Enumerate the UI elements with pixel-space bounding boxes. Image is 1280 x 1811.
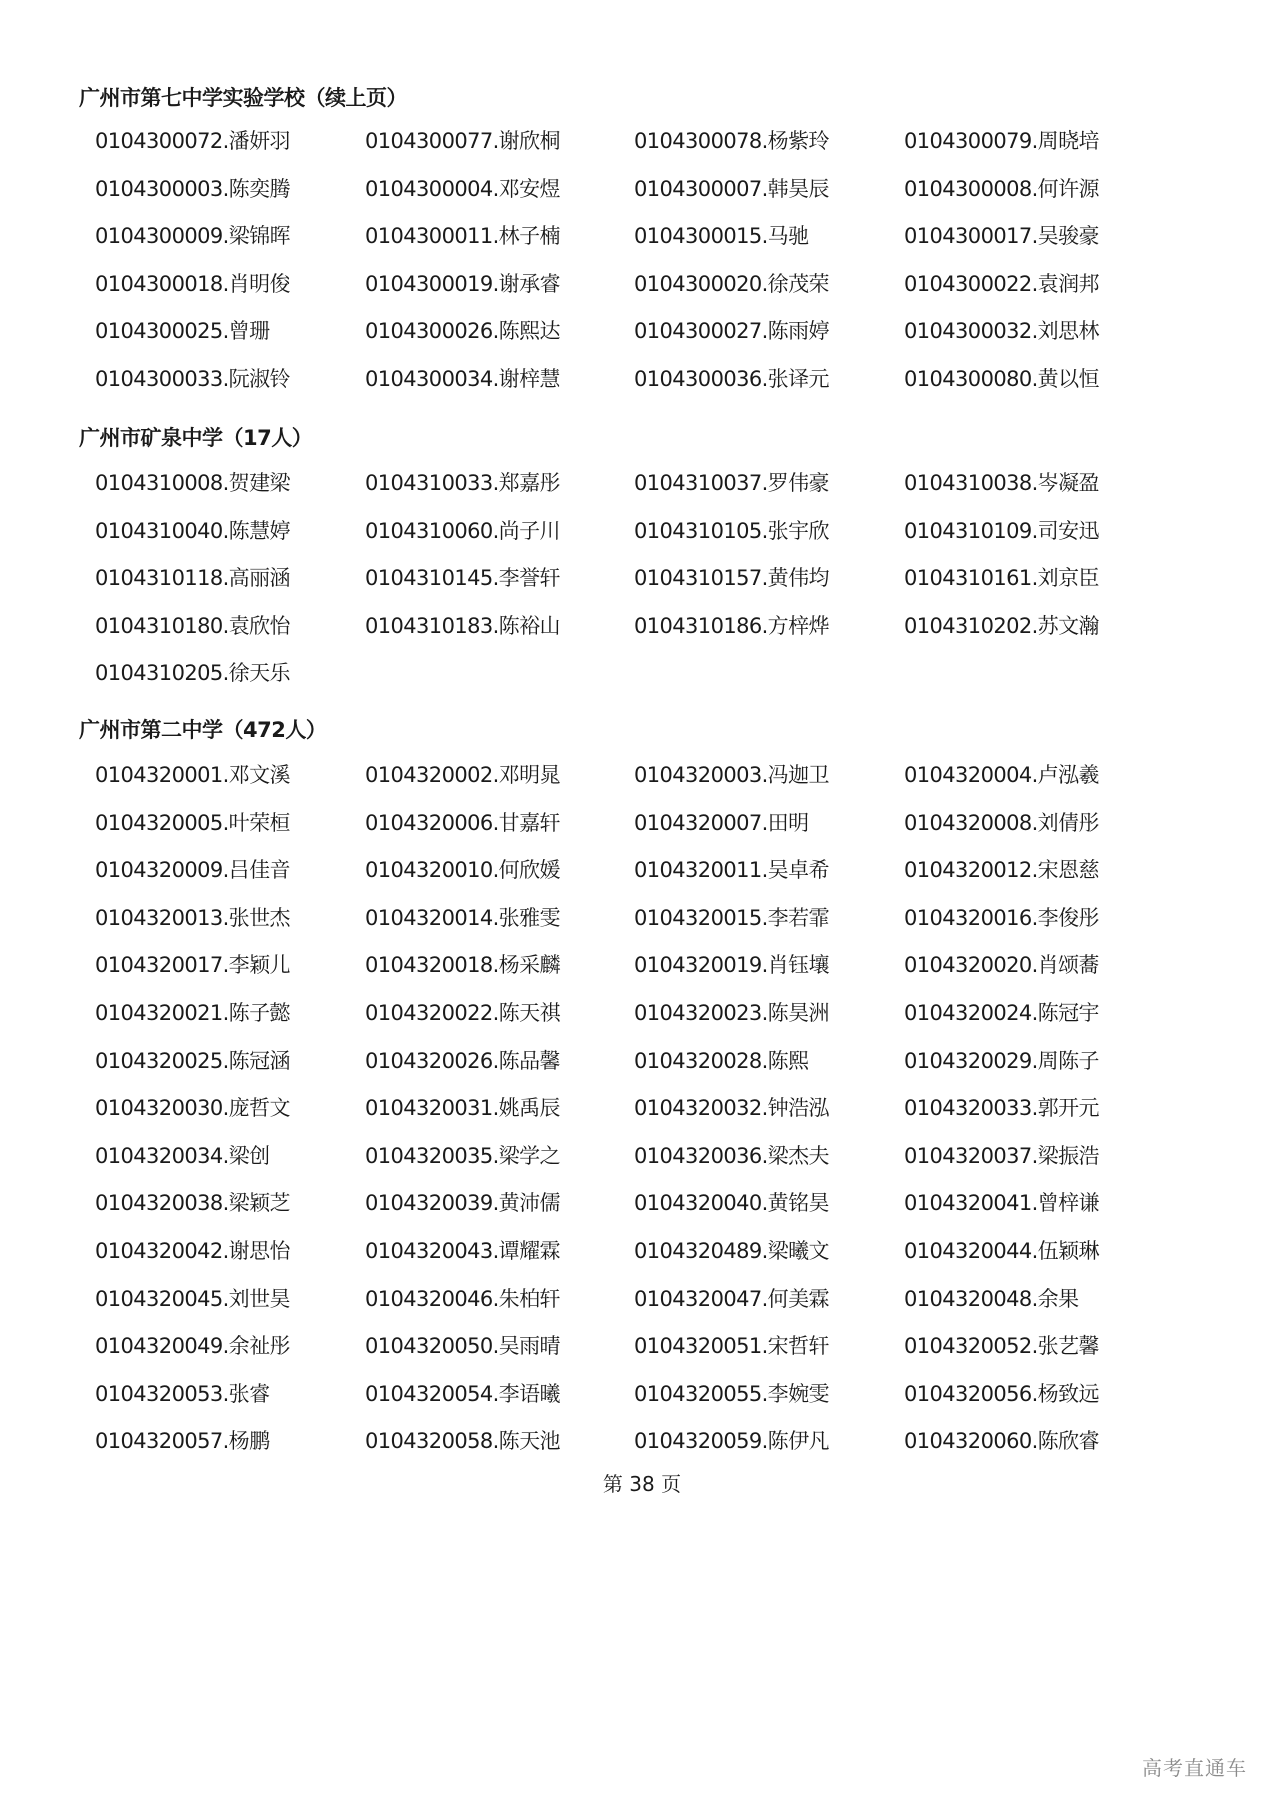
- list-item: 0104320044.伍颖琳: [904, 1239, 1099, 1263]
- list-item: 0104300017.吴骏豪: [904, 224, 1099, 249]
- list-item: 0104320036.梁杰夫: [634, 1143, 829, 1168]
- list-item: 0104310161.刘京臣: [904, 566, 1099, 591]
- list-item: 0104320014.张雅雯: [365, 905, 560, 930]
- list-item: 0104300011.林子楠: [365, 224, 560, 249]
- list-item: 0104320043.谭耀霖: [365, 1239, 560, 1263]
- list-item: 0104310060.尚子川: [365, 518, 560, 543]
- list-item: 0104320004.卢泓羲: [904, 763, 1099, 787]
- list-item: 0104300078.杨紫玲: [634, 129, 829, 153]
- list-item: 0104320007.田明: [634, 810, 809, 835]
- list-item: 0104300026.陈熙达: [365, 319, 560, 344]
- list-item: 0104320019.肖钰壤: [634, 953, 829, 978]
- list-item: 0104320026.陈品馨: [365, 1048, 560, 1073]
- list-item: 0104320035.梁学之: [365, 1143, 560, 1168]
- list-item: 0104300077.谢欣桐: [365, 129, 560, 153]
- list-item: 0104320046.朱柏轩: [365, 1286, 560, 1311]
- list-item: 0104320022.陈天祺: [365, 1001, 560, 1025]
- list-item: 0104310109.司安迅: [904, 518, 1099, 543]
- list-item: 0104320009.吕佳音: [95, 858, 290, 883]
- list-item: 0104320489.梁曦文: [634, 1239, 829, 1263]
- list-item: 0104320056.杨致远: [904, 1381, 1099, 1406]
- list-item: 0104320001.邓文溪: [95, 763, 290, 787]
- list-item: 0104310183.陈裕山: [365, 613, 560, 638]
- list-item: 0104300004.邓安煜: [365, 176, 560, 201]
- list-item: 0104300003.陈奕腾: [95, 176, 290, 201]
- list-item: 0104310157.黄伟均: [634, 566, 829, 591]
- list-item: 0104320002.邓明晁: [365, 763, 560, 787]
- list-item: 0104300072.潘妍羽: [95, 129, 290, 153]
- list-item: 0104300015.马驰: [634, 224, 809, 249]
- list-item: 0104300036.张译元: [634, 367, 829, 391]
- list-item: 0104320018.杨采麟: [365, 953, 560, 978]
- list-item: 0104320055.李婉雯: [634, 1381, 829, 1406]
- list-item: 0104320017.李颖儿: [95, 953, 290, 978]
- list-item: 0104310202.苏文瀚: [904, 613, 1099, 638]
- list-item: 0104310145.李誉轩: [365, 566, 560, 591]
- list-item: 0104310040.陈慧婷: [95, 518, 290, 543]
- list-item: 0104320008.刘倩彤: [904, 810, 1099, 835]
- list-item: 0104320047.何美霖: [634, 1286, 829, 1311]
- list-item: 0104320030.庞哲文: [95, 1096, 290, 1121]
- list-item: 0104320054.李语曦: [365, 1381, 560, 1406]
- list-item: 0104320020.肖颂蕎: [904, 953, 1099, 978]
- list-item: 0104320048.余果: [904, 1286, 1079, 1311]
- list-item: 0104320053.张睿: [95, 1381, 270, 1406]
- list-item: 0104320015.李若霏: [634, 905, 829, 930]
- list-item: 0104320003.冯迦卫: [634, 763, 829, 787]
- list-item: 0104300025.曾珊: [95, 319, 270, 344]
- list-item: 0104310105.张宇欣: [634, 518, 829, 543]
- list-item: 0104300022.袁润邦: [904, 271, 1099, 296]
- list-item: 0104310118.高丽涵: [95, 566, 290, 591]
- list-item: 0104310038.岑凝盈: [904, 471, 1099, 495]
- list-item: 0104320032.钟浩泓: [634, 1096, 829, 1121]
- section-heading: 广州市矿泉中学（17人）: [79, 426, 313, 450]
- list-item: 0104320042.谢思怡: [95, 1239, 290, 1263]
- list-item: 0104320038.梁颖芝: [95, 1191, 290, 1216]
- list-item: 0104300079.周晓培: [904, 129, 1099, 153]
- list-item: 0104320037.梁振浩: [904, 1143, 1099, 1168]
- list-item: 0104320060.陈欣睿: [904, 1429, 1099, 1454]
- list-item: 0104320050.吴雨晴: [365, 1334, 560, 1359]
- list-item: 0104310037.罗伟豪: [634, 471, 829, 495]
- list-item: 0104320025.陈冠涵: [95, 1048, 290, 1073]
- list-item: 0104310186.方梓烨: [634, 613, 829, 638]
- section-heading: 广州市第七中学实验学校（续上页）: [79, 86, 407, 110]
- list-item: 0104320021.陈子懿: [95, 1001, 290, 1025]
- list-item: 0104320016.李俊彤: [904, 905, 1099, 930]
- list-item: 0104320013.张世杰: [95, 905, 290, 930]
- list-item: 0104300018.肖明俊: [95, 271, 290, 296]
- list-item: 0104310033.郑嘉彤: [365, 471, 560, 495]
- list-item: 0104300032.刘思林: [904, 319, 1099, 344]
- list-item: 0104320005.叶荣桓: [95, 810, 290, 835]
- list-item: 0104320051.宋哲轩: [634, 1334, 829, 1359]
- list-item: 0104320041.曾梓谦: [904, 1191, 1099, 1216]
- list-item: 0104320028.陈熙: [634, 1048, 809, 1073]
- page-number: 第 38 页: [602, 1472, 682, 1496]
- list-item: 0104300007.韩昊辰: [634, 176, 829, 201]
- list-item: 0104300034.谢梓慧: [365, 367, 560, 391]
- list-item: 0104320033.郭开元: [904, 1096, 1099, 1121]
- list-item: 0104320058.陈天池: [365, 1429, 560, 1454]
- list-item: 0104320039.黄沛儒: [365, 1191, 560, 1216]
- list-item: 0104320010.何欣媛: [365, 858, 560, 883]
- list-item: 0104320024.陈冠宇: [904, 1001, 1099, 1025]
- list-item: 0104300009.梁锦晖: [95, 224, 290, 249]
- list-item: 0104320031.姚禹辰: [365, 1096, 560, 1121]
- list-item: 0104300080.黄以恒: [904, 367, 1099, 391]
- list-item: 0104300020.徐茂荣: [634, 271, 829, 296]
- list-item: 0104320052.张艺馨: [904, 1334, 1099, 1359]
- list-item: 0104320023.陈昊洲: [634, 1001, 829, 1025]
- list-item: 0104320059.陈伊凡: [634, 1429, 829, 1454]
- list-item: 0104300033.阮淑铃: [95, 367, 290, 391]
- list-item: 0104310008.贺建梁: [95, 471, 290, 495]
- list-item: 0104320057.杨鹏: [95, 1429, 270, 1454]
- watermark: 高考直通车: [1142, 1756, 1247, 1780]
- list-item: 0104320045.刘世昊: [95, 1286, 290, 1311]
- list-item: 0104310180.袁欣怡: [95, 613, 290, 638]
- section-heading: 广州市第二中学（472人）: [79, 718, 327, 742]
- list-item: 0104300019.谢承睿: [365, 271, 560, 296]
- list-item: 0104320029.周陈子: [904, 1048, 1099, 1073]
- list-item: 0104320040.黄铭昊: [634, 1191, 829, 1216]
- list-item: 0104300027.陈雨婷: [634, 319, 829, 344]
- list-item: 0104320049.余祉彤: [95, 1334, 290, 1359]
- list-item: 0104300008.何许源: [904, 176, 1099, 201]
- list-item: 0104320012.宋恩慈: [904, 858, 1099, 883]
- list-item: 0104320011.吴卓希: [634, 858, 829, 883]
- list-item: 0104310205.徐天乐: [95, 661, 290, 686]
- list-item: 0104320034.梁创: [95, 1143, 270, 1168]
- list-item: 0104320006.甘嘉轩: [365, 810, 560, 835]
